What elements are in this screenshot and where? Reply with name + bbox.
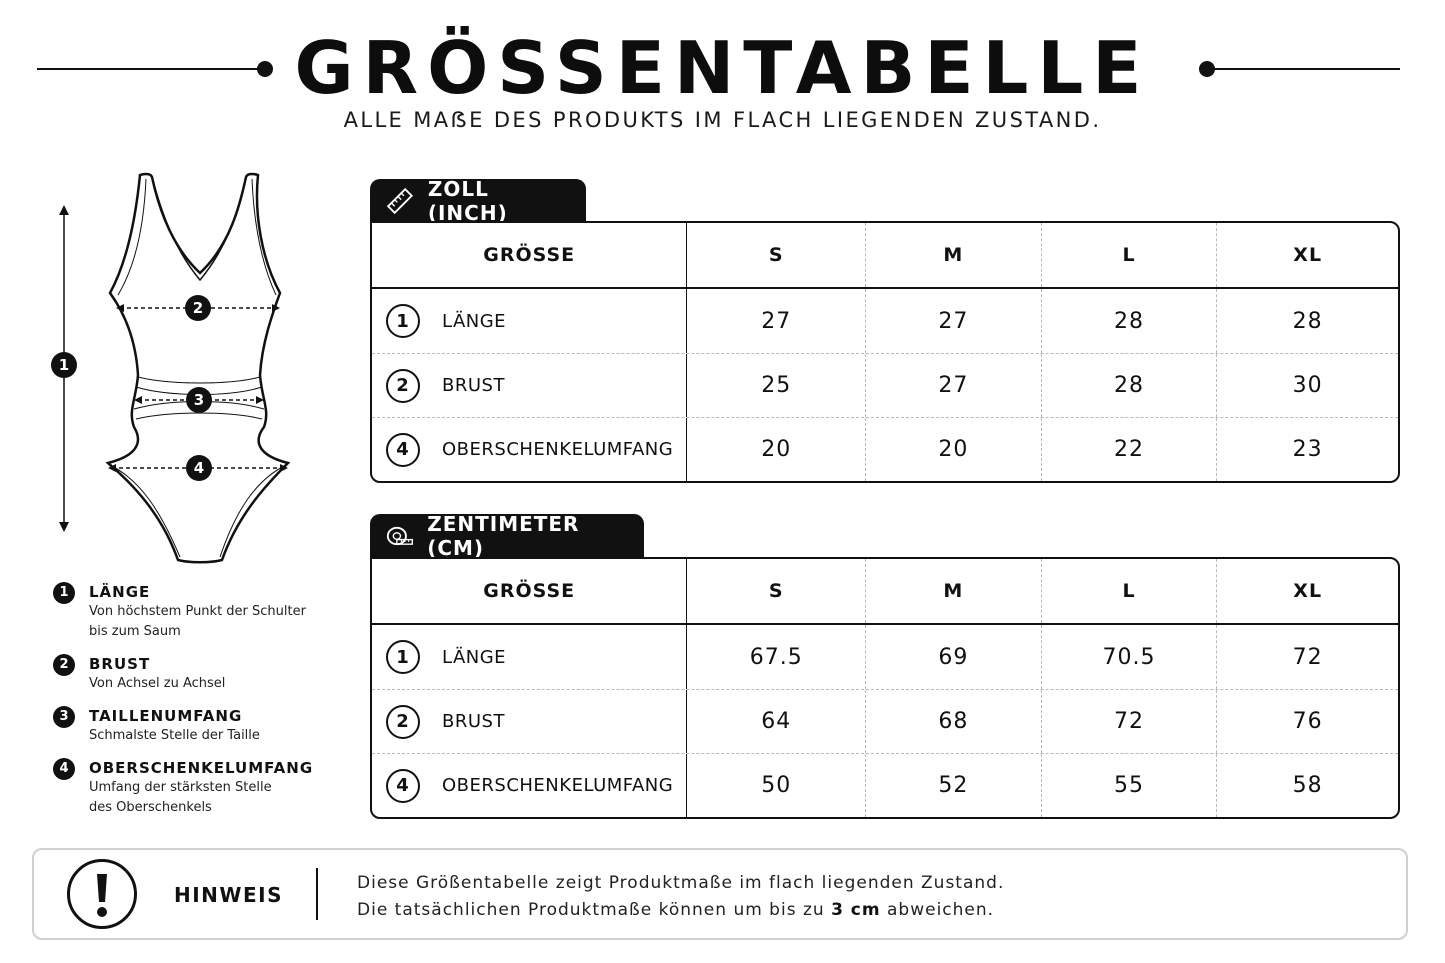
row-label: BRUST	[442, 375, 505, 396]
legend-item-length	[53, 582, 343, 642]
table-row	[372, 753, 1398, 817]
legend-desc: Schmalste Stelle der Taille	[89, 728, 260, 743]
header-s: S	[768, 244, 784, 266]
measurement-legend	[53, 582, 343, 830]
value-cell: 23	[1216, 418, 1398, 481]
value-cell: 20	[761, 437, 792, 462]
note-text	[357, 870, 1004, 924]
value-cell: 58	[1216, 754, 1398, 817]
header-m: M	[865, 559, 1041, 623]
table-row	[372, 625, 1398, 689]
header-xl: XL	[1216, 559, 1398, 623]
tab-inch-label: ZOLL (INCH)	[427, 177, 508, 225]
legend-title: TAILLENUMFANG	[89, 707, 243, 725]
value-cell: 27	[761, 308, 792, 334]
table-row	[372, 689, 1398, 753]
value-cell: 76	[1216, 690, 1398, 753]
legend-title: LÄNGE	[89, 583, 151, 601]
row-number: 1	[386, 304, 420, 338]
row-label: OBERSCHENKELUMFANG	[442, 439, 674, 460]
legend-item-thigh	[53, 758, 343, 818]
legend-item-waist	[53, 706, 343, 746]
row-label: LÄNGE	[442, 310, 507, 332]
tab-inch	[370, 179, 586, 223]
note-line-1: Diese Größentabelle zeigt Produktmaße im flach liegenden Zustand.	[357, 873, 1005, 893]
value-cell: 28	[1216, 289, 1398, 353]
note-divider	[316, 868, 318, 920]
page-subtitle: ALLE MAẞE DES PRODUKTS IM FLACH LIEGENDEN ZUSTAND.	[343, 108, 1102, 132]
cm-table	[370, 557, 1400, 819]
table-header-row	[372, 559, 1398, 625]
row-number: 4	[386, 769, 420, 803]
inch-table	[370, 221, 1400, 483]
row-label: BRUST	[442, 711, 505, 732]
header	[0, 18, 1445, 118]
table-row	[372, 353, 1398, 417]
header-xl: XL	[1216, 223, 1398, 287]
marker-waist: 3	[186, 387, 212, 413]
row-label-cell	[372, 289, 687, 353]
value-cell: 28	[1041, 289, 1217, 353]
row-number: 2	[386, 705, 420, 739]
legend-number: 2	[53, 654, 75, 676]
page-title: GRÖSSENTABELLE	[294, 26, 1151, 110]
marker-chest: 2	[185, 295, 211, 321]
table-row	[372, 289, 1398, 353]
swimsuit-outline-icon	[40, 165, 320, 570]
ruler-icon	[386, 186, 414, 216]
header-size: GRÖSSE	[372, 559, 687, 623]
value-cell: 68	[865, 690, 1041, 753]
row-number: 4	[386, 433, 420, 467]
value-cell: 20	[865, 418, 1041, 481]
value-cell: 69	[865, 625, 1041, 689]
header-l: L	[1041, 223, 1217, 287]
header-l: L	[1041, 559, 1217, 623]
tab-cm	[370, 514, 644, 558]
note-line-2-pre: Die tatsächlichen Produktmaße können um bis zu	[357, 900, 832, 920]
value-cell: 72	[1216, 625, 1398, 689]
legend-title: BRUST	[89, 655, 151, 673]
legend-desc: Von höchstem Punkt der Schulter	[89, 604, 306, 619]
swimsuit-illustration	[40, 165, 320, 570]
row-label-cell	[372, 354, 687, 417]
value-cell: 28	[1041, 354, 1217, 417]
legend-item-chest	[53, 654, 343, 694]
note-title: HINWEIS	[174, 883, 283, 907]
legend-number: 4	[53, 758, 75, 780]
marker-thigh: 4	[186, 455, 212, 481]
value-cell: 27	[865, 289, 1041, 353]
header-s: S	[768, 580, 784, 602]
note-box	[32, 848, 1408, 940]
header-size: GRÖSSE	[372, 223, 687, 287]
legend-desc: bis zum Saum	[89, 624, 181, 639]
note-line-2	[357, 897, 1004, 924]
note-line-2-bold: 3 cm	[831, 900, 881, 920]
header-m: M	[865, 223, 1041, 287]
value-cell: 25	[761, 373, 792, 398]
value-cell: 50	[761, 773, 792, 798]
marker-length: 1	[51, 352, 77, 378]
row-label: LÄNGE	[442, 646, 507, 668]
legend-number: 1	[53, 582, 75, 604]
row-label-cell	[372, 418, 687, 481]
legend-desc: Von Achsel zu Achsel	[89, 676, 226, 691]
row-label-cell	[372, 625, 687, 689]
row-label: OBERSCHENKELUMFANG	[442, 775, 674, 796]
legend-title: OBERSCHENKELUMFANG	[89, 759, 314, 777]
row-label-cell	[372, 754, 687, 817]
note-line-2-post: abweichen.	[880, 900, 995, 920]
value-cell: 22	[1041, 418, 1217, 481]
header-rule-right	[1210, 68, 1400, 70]
legend-number: 3	[53, 706, 75, 728]
table-row	[372, 417, 1398, 481]
row-number: 2	[386, 369, 420, 403]
value-cell: 55	[1041, 754, 1217, 817]
table-header-row	[372, 223, 1398, 289]
value-cell: 27	[865, 354, 1041, 417]
tab-cm-label: ZENTIMETER (CM)	[427, 512, 580, 560]
value-cell: 30	[1216, 354, 1398, 417]
value-cell: 67.5	[749, 644, 803, 670]
tape-measure-icon	[386, 521, 413, 551]
row-number: 1	[386, 640, 420, 674]
value-cell: 52	[865, 754, 1041, 817]
legend-desc: Umfang der stärksten Stelle	[89, 780, 272, 795]
value-cell: 72	[1041, 690, 1217, 753]
exclamation-icon	[67, 859, 137, 929]
legend-desc: des Oberschenkels	[89, 800, 212, 815]
value-cell: 64	[761, 709, 792, 734]
row-label-cell	[372, 690, 687, 753]
value-cell: 70.5	[1041, 625, 1217, 689]
